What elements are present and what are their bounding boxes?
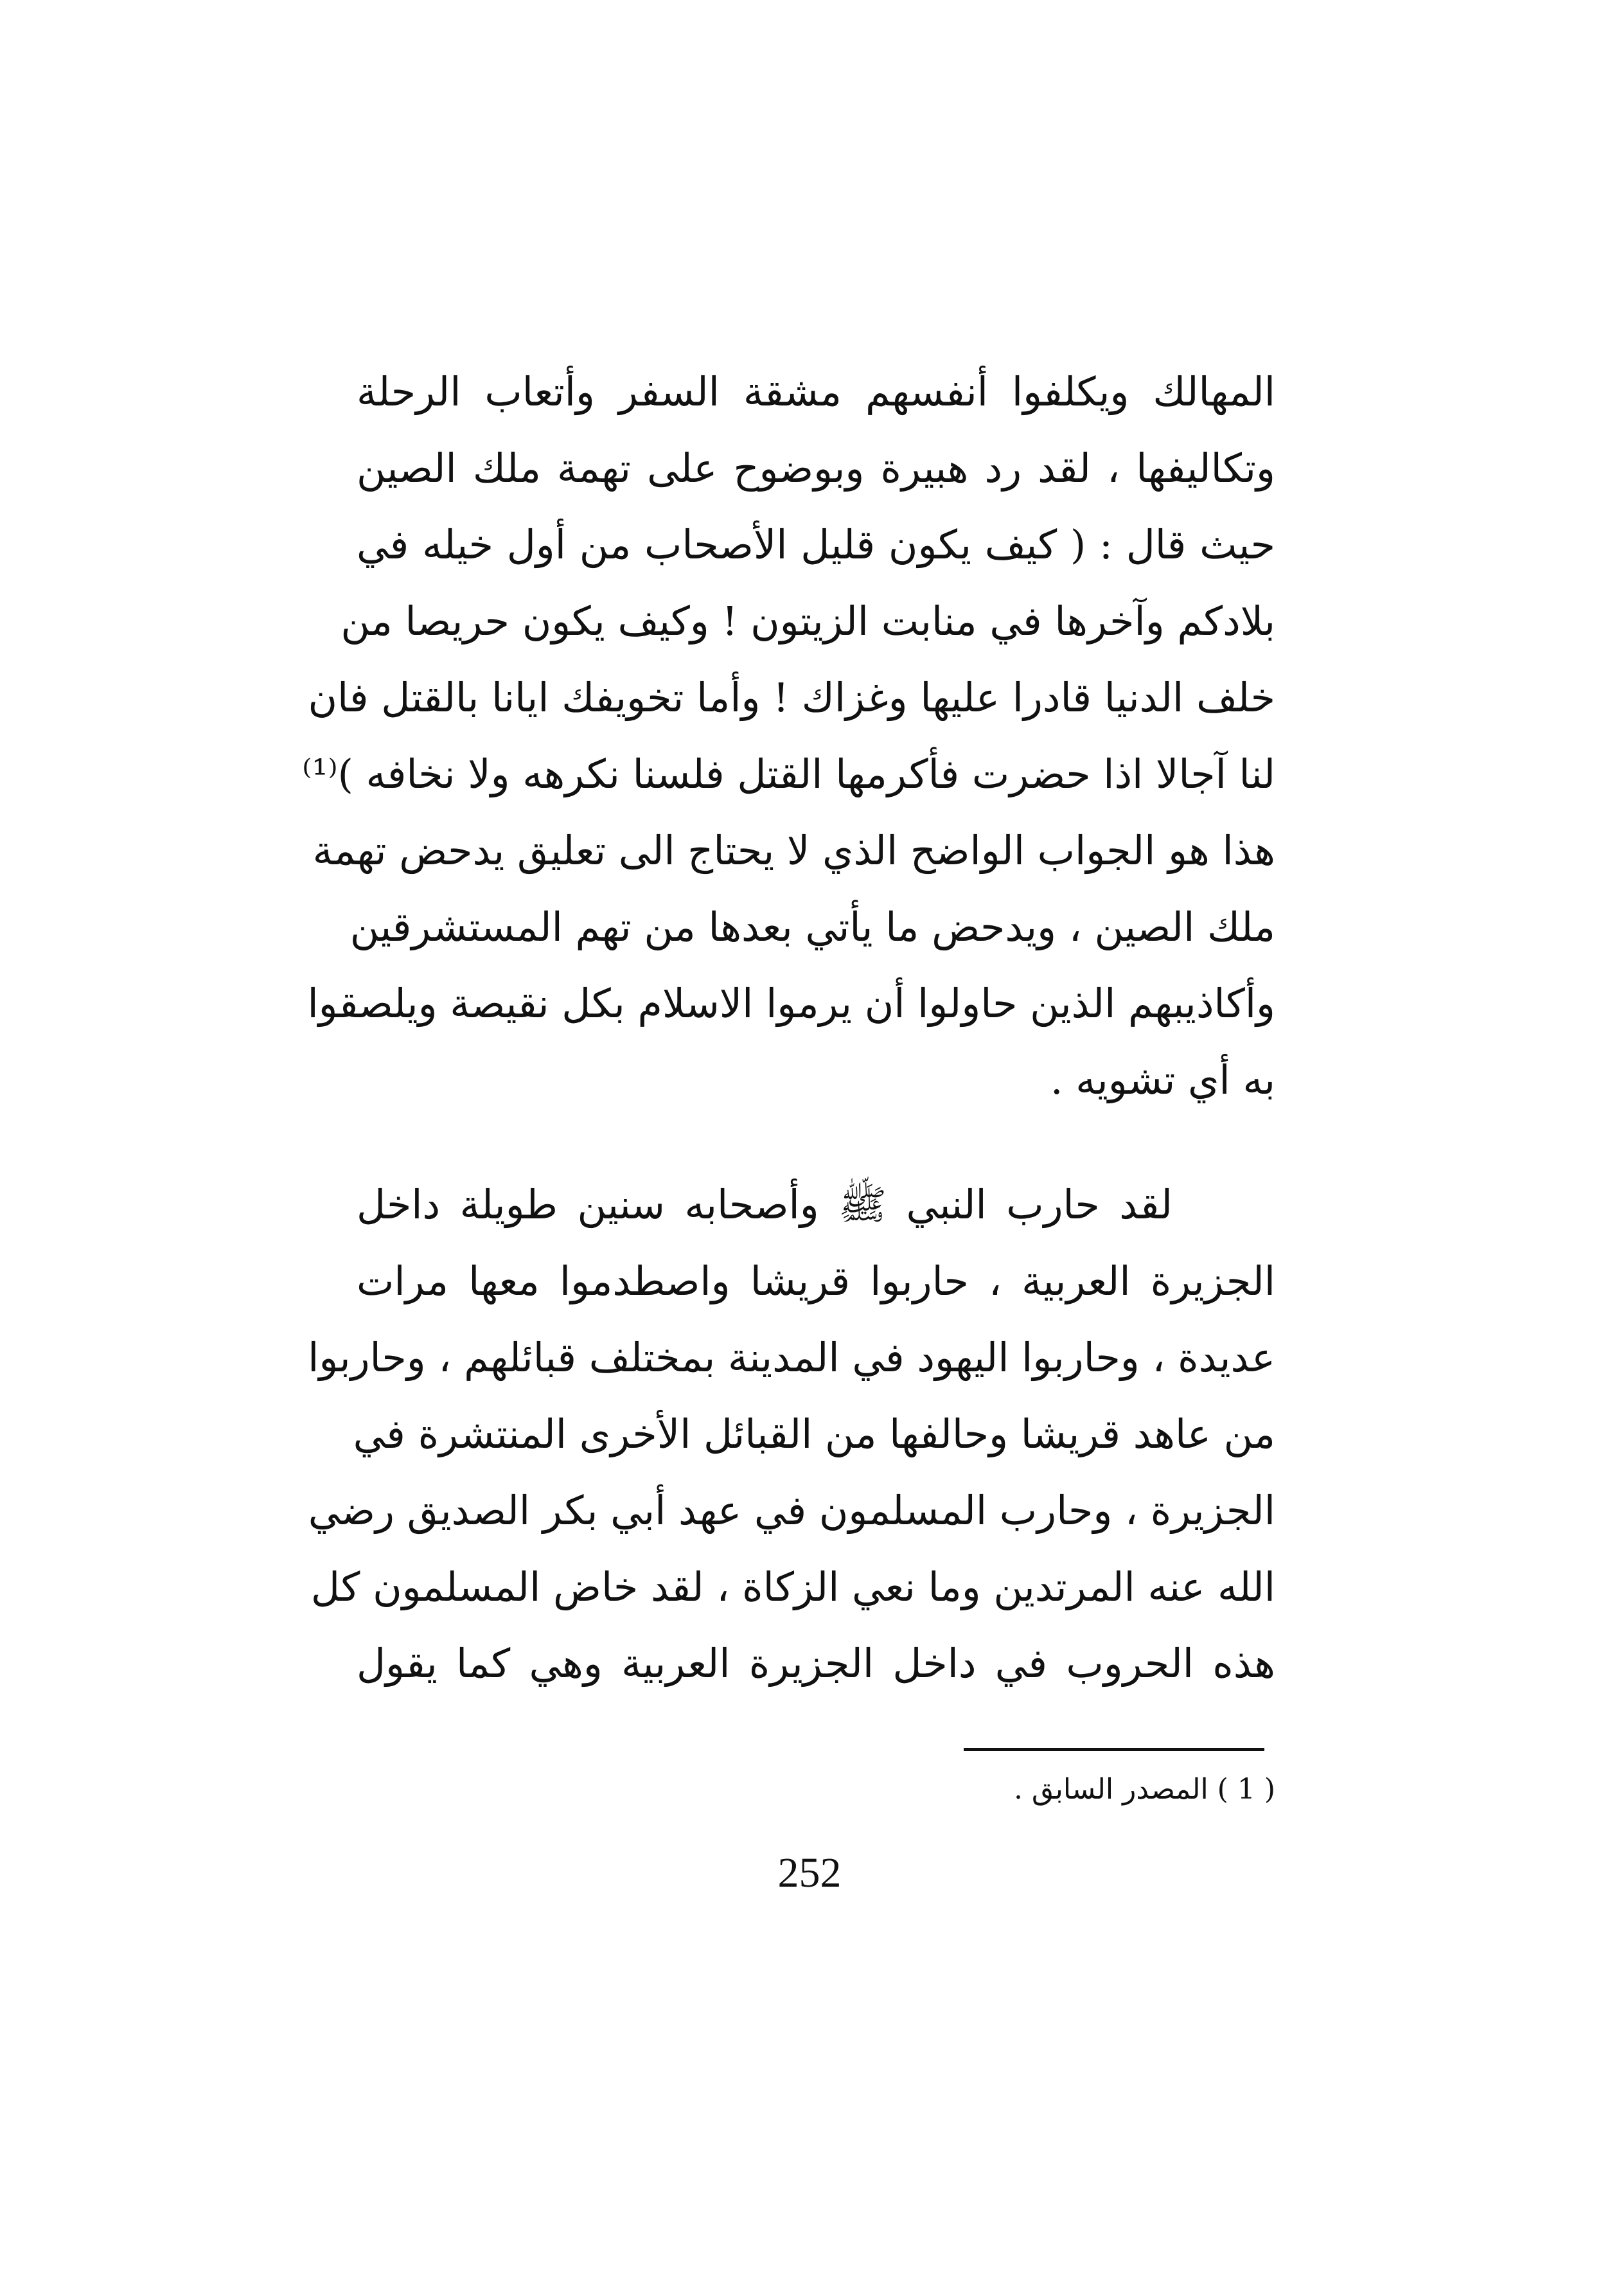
text-line: به أي تشويه . xyxy=(1050,1056,1275,1103)
page-number: 252 xyxy=(777,1849,842,1896)
text-line: وتكاليفها ، لقد رد هبيرة وبوضوح على تهمة ملك الصين xyxy=(357,445,1275,492)
paragraph-1 xyxy=(302,353,1275,1118)
text-line: خلف الدنيا قادرا عليها وغزاك ! وأما تخويفك ايانا بالقتل فان xyxy=(308,674,1275,721)
text-line: الجزيرة العربية ، حاربوا قريشا واصطدموا معها مرات xyxy=(357,1258,1275,1304)
text-line: وأكاذيبهم الذين حاولوا أن يرموا الاسلام بكل نقيصة ويلصقوا xyxy=(307,980,1275,1027)
footnote-divider xyxy=(964,1748,1264,1751)
text-line: الجزيرة ، وحارب المسلمون في عهد أبي بكر الصديق رضي xyxy=(308,1487,1275,1534)
text-line: المهالك ويكلفوا أنفسهم مشقة السفر وأتعاب الرحلة xyxy=(357,368,1275,415)
text-line: الله عنه المرتدين وما نعي الزكاة ، لقد خاض المسلمون كل xyxy=(310,1563,1275,1610)
text-line: هذا هو الجواب الواضح الذي لا يحتاج الى تعليق يدحض تهمة xyxy=(312,827,1275,874)
footnote: ( 1 ) المصدر السابق . xyxy=(1013,1773,1275,1806)
paragraph-2 xyxy=(308,1166,1275,1702)
text-line: هذه الحروب في داخل الجزيرة العربية وهي كما يقول xyxy=(357,1640,1275,1687)
text-line: حيث قال : ( كيف يكون قليل الأصحاب من أول خيله في xyxy=(357,521,1275,568)
text-line: عديدة ، وحاربوا اليهود في المدينة بمختلف قبائلهم ، وحاربوا xyxy=(308,1334,1275,1381)
text-line: لقد حارب النبي ﷺ وأصحابه سنين طويلة داخل xyxy=(357,1181,1172,1228)
text-line: لنا آجالا اذا حضرت فأكرمها القتل فلسنا نكرهه ولا نخافه )⁽¹⁾ xyxy=(302,751,1275,797)
text-line: ملك الصين ، ويدحض ما يأتي بعدها من تهم المستشرقين xyxy=(349,903,1275,950)
text-line: من عاهد قريشا وحالفها من القبائل الأخرى المنتشرة في xyxy=(353,1411,1275,1457)
text-line: بلادكم وآخرها في منابت الزيتون ! وكيف يكون حريصا من xyxy=(341,598,1275,645)
